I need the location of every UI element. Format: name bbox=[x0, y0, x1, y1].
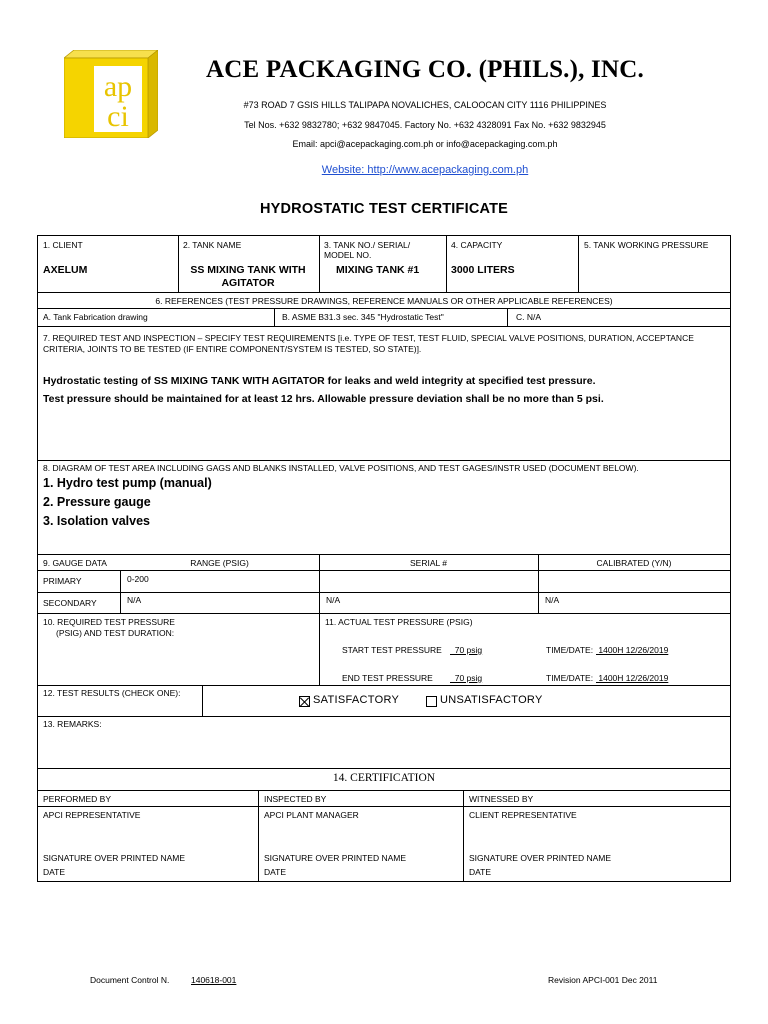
end-pressure-label: END TEST PRESSURE bbox=[342, 673, 433, 683]
company-website-link[interactable]: Website: http://www.acepackaging.com.ph bbox=[321, 164, 529, 176]
logo-text-bottom: ci bbox=[107, 100, 129, 133]
witnessed-signature-label: SIGNATURE OVER PRINTED NAME bbox=[469, 853, 611, 863]
logo-text-top: ap bbox=[103, 70, 133, 103]
performed-role: APCI REPRESENTATIVE bbox=[43, 810, 141, 820]
revision-label: Revision APCI-001 Dec 2011 bbox=[548, 975, 658, 985]
performed-by-label: PERFORMED BY bbox=[43, 794, 112, 804]
tank-no-label-line2: MODEL NO. bbox=[324, 250, 372, 260]
performed-date-label: DATE bbox=[43, 867, 66, 877]
section8-item-3: 3. Isolation valves bbox=[43, 514, 150, 528]
end-time-value: 1400H 12/26/2019 bbox=[596, 673, 669, 683]
tank-name-value-line2: AGITATOR bbox=[221, 277, 275, 289]
section8-item-2: 2. Pressure gauge bbox=[43, 495, 151, 509]
reference-b: B. ASME B31.3 sec. 345 "Hydrostatic Test" bbox=[282, 312, 444, 322]
gauge-col-calibrated: CALIBRATED (Y/N) bbox=[596, 558, 672, 568]
certification-title: 14. CERTIFICATION bbox=[332, 772, 436, 784]
end-time-label: TIME/DATE: bbox=[546, 673, 594, 683]
actual-pressure-label: 11. ACTUAL TEST PRESSURE (PSIG) bbox=[325, 617, 473, 627]
required-pressure-label-line1: 10. REQUIRED TEST PRESSURE bbox=[43, 617, 175, 627]
tank-name-value-line1: SS MIXING TANK WITH bbox=[190, 264, 306, 276]
company-phones: Tel Nos. +632 9832780; +632 9847045. Factory No. +632 4328091 Fax No. +632 9832945 bbox=[244, 120, 606, 130]
tank-no-label-line1: 3. TANK NO./ SERIAL/ bbox=[324, 240, 411, 250]
start-time-value: 1400H 12/26/2019 bbox=[596, 645, 669, 655]
witnessed-by-label: WITNESSED BY bbox=[469, 794, 534, 804]
satisfactory-checkbox[interactable] bbox=[299, 696, 310, 707]
end-pressure-value: 70 psig bbox=[450, 673, 483, 683]
gauge-secondary-range: N/A bbox=[127, 595, 142, 605]
document-title: HYDROSTATIC TEST CERTIFICATE bbox=[259, 201, 509, 217]
company-email: Email: apci@acepackaging.com.ph or info@acepackaging.com.ph bbox=[292, 139, 558, 149]
gauge-col-serial: SERIAL # bbox=[409, 558, 447, 568]
client-value: AXELUM bbox=[43, 264, 88, 276]
inspected-signature-label: SIGNATURE OVER PRINTED NAME bbox=[264, 853, 406, 863]
section7-heading-line1: 7. REQUIRED TEST AND INSPECTION – SPECIFY TEST REQUIREMENTS [i.e. TYPE OF TEST, TEST FLUID, SPECIAL VALVE POSITIONS, DURATION, ACCEPTANCE bbox=[43, 333, 694, 343]
section8-heading: 8. DIAGRAM OF TEST AREA INCLUDING GAGS AND BLANKS INSTALLED, VALVE POSITIONS, AND TEST GAGES/INSTR USED (DOCUMENT BELOW). bbox=[43, 463, 639, 473]
start-pressure-label: START TEST PRESSURE bbox=[342, 645, 442, 655]
reference-a: A. Tank Fabrication drawing bbox=[43, 312, 148, 322]
tank-no-value: MIXING TANK #1 bbox=[336, 264, 420, 276]
section7-heading-line2: CRITERIA, JOINTS TO BE TESTED (IF ENTIRE COMPONENT/SYSTEM IS TESTED, SO STATE)]. bbox=[43, 344, 422, 354]
start-time-label: TIME/DATE: bbox=[546, 645, 594, 655]
witnessed-role: CLIENT REPRESENTATIVE bbox=[469, 810, 577, 820]
performed-signature-label: SIGNATURE OVER PRINTED NAME bbox=[43, 853, 185, 863]
section7-text-line1: Hydrostatic testing of SS MIXING TANK WITH AGITATOR for leaks and weld integrity at specified test pressure. bbox=[43, 375, 596, 387]
unsatisfactory-checkbox[interactable] bbox=[426, 696, 437, 707]
remarks-label: 13. REMARKS: bbox=[43, 719, 102, 729]
certificate-form bbox=[37, 235, 731, 882]
gauge-heading: 9. GAUGE DATA bbox=[43, 558, 107, 568]
unsatisfactory-label: UNSATISFACTORY bbox=[440, 694, 543, 706]
document-control-label: Document Control N. bbox=[90, 975, 170, 985]
company-address: #73 ROAD 7 GSIS HILLS TALIPAPA NOVALICHES, CALOOCAN CITY 1116 PHILIPPINES bbox=[243, 100, 607, 110]
document-control-value: 140618-001 bbox=[191, 975, 237, 985]
capacity-label: 4. CAPACITY bbox=[451, 240, 503, 250]
section8-item-1: 1. Hydro test pump (manual) bbox=[43, 476, 212, 490]
gauge-secondary-serial: N/A bbox=[326, 595, 341, 605]
test-results-label: 12. TEST RESULTS (CHECK ONE): bbox=[43, 688, 181, 698]
gauge-primary-label: PRIMARY bbox=[43, 576, 82, 586]
inspected-by-label: INSPECTED BY bbox=[264, 794, 327, 804]
gauge-secondary-calibrated: N/A bbox=[545, 595, 560, 605]
reference-c: C. N/A bbox=[516, 312, 542, 322]
inspected-date-label: DATE bbox=[264, 867, 287, 877]
satisfactory-label: SATISFACTORY bbox=[313, 694, 400, 706]
gauge-primary-range: 0-200 bbox=[127, 574, 149, 584]
company-name: ACE PACKAGING CO. (PHILS.), INC. bbox=[206, 56, 644, 83]
client-label: 1. CLIENT bbox=[43, 240, 83, 250]
gauge-secondary-label: SECONDARY bbox=[43, 598, 97, 608]
witnessed-date-label: DATE bbox=[469, 867, 492, 877]
inspected-role: APCI PLANT MANAGER bbox=[264, 810, 359, 820]
gauge-col-range: RANGE (PSIG) bbox=[190, 558, 249, 568]
references-heading: 6. REFERENCES (TEST PRESSURE DRAWINGS, REFERENCE MANUALS OR OTHER APPLICABLE REFERENCES) bbox=[155, 296, 613, 306]
capacity-value: 3000 LITERS bbox=[451, 264, 515, 276]
required-pressure-label-line2: (PSIG) AND TEST DURATION: bbox=[56, 628, 175, 638]
start-pressure-value: 70 psig bbox=[450, 645, 483, 655]
section7-text-line2: Test pressure should be maintained for at least 12 hrs. Allowable pressure deviation shall be no more than 5 psi. bbox=[43, 393, 604, 405]
tank-name-label: 2. TANK NAME bbox=[183, 240, 242, 250]
working-pressure-label: 5. TANK WORKING PRESSURE bbox=[584, 240, 709, 250]
